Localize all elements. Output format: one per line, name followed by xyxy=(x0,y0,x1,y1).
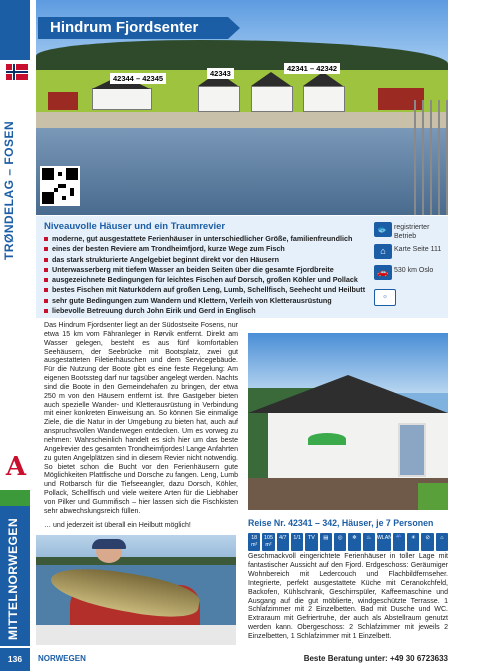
amenity-icons xyxy=(248,533,448,551)
list-item: eines der besten Reviere am Trondheimfjord, kurze Wege zum Fisch xyxy=(44,244,364,254)
paragraph: Das Hindrum Fjordsenter liegt an der Südostseite Fosens, nur etwa 15 km vom Fähranleger in Rørvik entfernt. Direkt am Wasser gelegen, besteht es aus fünf komfortablen Seehäusern, der Seebrücke mit Bootsplatz, zwei gut ausgestatteten Filetierhäuschen und dem Servicegebäude. Für die Nutzung der Boote gibt es eine feste Regelung: Am eigenen Bootssteg darf nur tagsüber angelegt werden. Nachts sind die Boote in den Gemeindehafen zu bringen, der etwa 250 m von den Häusern entfernt ist. Ihre Gastgeber bieten auch spezielle Wander- und Kletterausrüstung in Verbindung mit einer konkreten Einweisung an. So können Sie einmalige Ziele, die die Natur in der Umgebung zu bieten hat, auch auf anspruchsvollen Wanderwegen entdecken. Um es vorweg zu nehmen: Wahrscheinlich handelt es sich hier um das beste Angelrevier des gesamten Trondheimfjordes! Lange Anfahrten zu guten Angelplätzen sind in diesem Revier nicht notwendig. So bietet schon die Bucht vor den Ferienhäusern gute Möglichkeiten Plattfische und Dorsche zu fangen. Leng, Lumb und Rotbarsch für die Tiefseeangler, dazu Dorsch, Köhler, Pollack, Schellfisch und viele weitere Arten für die Liebhaber von Pilker und Gummifisch – hier lassen sich die Fischkisten sehr abwechslungsreich füllen. xyxy=(44,322,238,515)
sidebar xyxy=(0,0,30,671)
description-text xyxy=(44,322,238,535)
washer-icon: ◎ xyxy=(334,533,346,551)
area-icon: 105 m² xyxy=(262,533,274,551)
paragraph: … und jederzeit ist überall ein Heilbutt möglich! xyxy=(44,521,191,529)
angler-photo xyxy=(36,535,236,645)
fish-icon: 🐟 xyxy=(374,222,392,237)
terrace-icon: ⌂ xyxy=(436,533,448,551)
list-item: ausgezeichnete Bedingungen für leichtes Fischen auf Dorsch, großen Köhler und Pollack xyxy=(44,275,364,285)
list-item: das stark strukturierte Angelgebiet beginnt direkt vor den Häusern xyxy=(44,255,364,265)
map-icon: ⌂ xyxy=(374,244,392,259)
qr-code-icon[interactable] xyxy=(40,166,80,206)
bathrooms-icon: 1/1 xyxy=(291,533,303,551)
country-label: MITTELNORWEGEN xyxy=(6,517,20,640)
boat-length-icon: 18 m² xyxy=(248,533,260,551)
freezer-icon: ❄ xyxy=(348,533,360,551)
house-label: 42343 xyxy=(207,68,234,79)
registered-label: registrierter Betrieb xyxy=(394,224,430,240)
house-label: 42344 – 42345 xyxy=(110,73,166,84)
highlights-list xyxy=(44,234,364,316)
tv-icon: TV xyxy=(305,533,317,551)
house-label: 42341 – 42342 xyxy=(284,63,340,74)
page-footer xyxy=(0,648,448,671)
partner-logo-icon: ☼ xyxy=(374,289,396,306)
sauna-icon: ☀ xyxy=(407,533,419,551)
map-reference: Karte Seite 111 xyxy=(394,246,442,253)
bedrooms-icon: 4/7 xyxy=(277,533,289,551)
list-item: sehr gute Bedingungen zum Wandern und Klettern, Verleih von Kletterausrüstung xyxy=(44,296,364,306)
highlights-title: Niveauvolle Häuser und ein Traumrevier xyxy=(44,221,226,232)
page-number: 136 xyxy=(0,648,30,671)
page-title: Hindrum Fjordsenter xyxy=(38,17,228,39)
sidebar-top-band xyxy=(0,0,30,60)
brand-logo: A xyxy=(5,452,27,482)
footer-contact[interactable]: Beste Beratung unter: +49 30 6723633 xyxy=(303,654,448,663)
list-item: Unterwasserberg mit tiefem Wasser an beiden Seiten über die gesamte Fjordbreite xyxy=(44,265,364,275)
listing-title: Reise Nr. 42341 – 342, Häuser, je 7 Personen xyxy=(248,518,434,528)
house-photo xyxy=(248,333,448,510)
region-label: TRØNDELAG – FOSEN xyxy=(2,120,16,260)
car-icon: 🚗 xyxy=(374,265,392,280)
listing-description: Geschmackvoll eingerichtete Ferienhäuser in toller Lage mit fantastischer Aussicht auf den Fjord. Erdgeschoss: Geräumiger Wohnbereich mit Ledercouch und Flachbildfernseher. Integrierte, perfekt ausgestattete Küche mit Ceranokchfeld, Backofen, Kühlschrank, Geschirrspüler, Kaffeemaschine und Ausgang auf die gut möblierte, windgeschützte Terrasse. 1 Schlafzimmer mit 2 Einzelbetten. Bad mit Dusche und WC. Extraraum mit Gefriertruhe, der auch als Abstellraum genutzt werden kann. Obergeschoss: 2 Schlafzimmer mit jeweils 2 Einzelbetten, 1 Schlafzimmer mit 1 Einzelbett. xyxy=(248,553,448,641)
wifi-icon: WLAN xyxy=(377,533,391,551)
sidebar-green-band xyxy=(0,490,30,506)
shower-icon: ☔ xyxy=(393,533,405,551)
list-item: liebevolle Betreuung durch John Eirik und Gerd in Englisch xyxy=(44,306,364,316)
fire-icon: ♨ xyxy=(363,533,375,551)
list-item: moderne, gut ausgestattete Ferienhäuser in unterschiedlicher Größe, familienfreundlich xyxy=(44,234,364,244)
list-item: bestes Fischen mit Naturködern auf großen Leng, Lumb, Schellfisch, Seehecht und Heilbutt xyxy=(44,285,364,295)
distance-label: 530 km Oslo xyxy=(394,267,434,274)
no-pets-icon: ⊘ xyxy=(421,533,433,551)
footer-country: NORWEGEN xyxy=(38,654,86,663)
dishwasher-icon: ▤ xyxy=(320,533,332,551)
